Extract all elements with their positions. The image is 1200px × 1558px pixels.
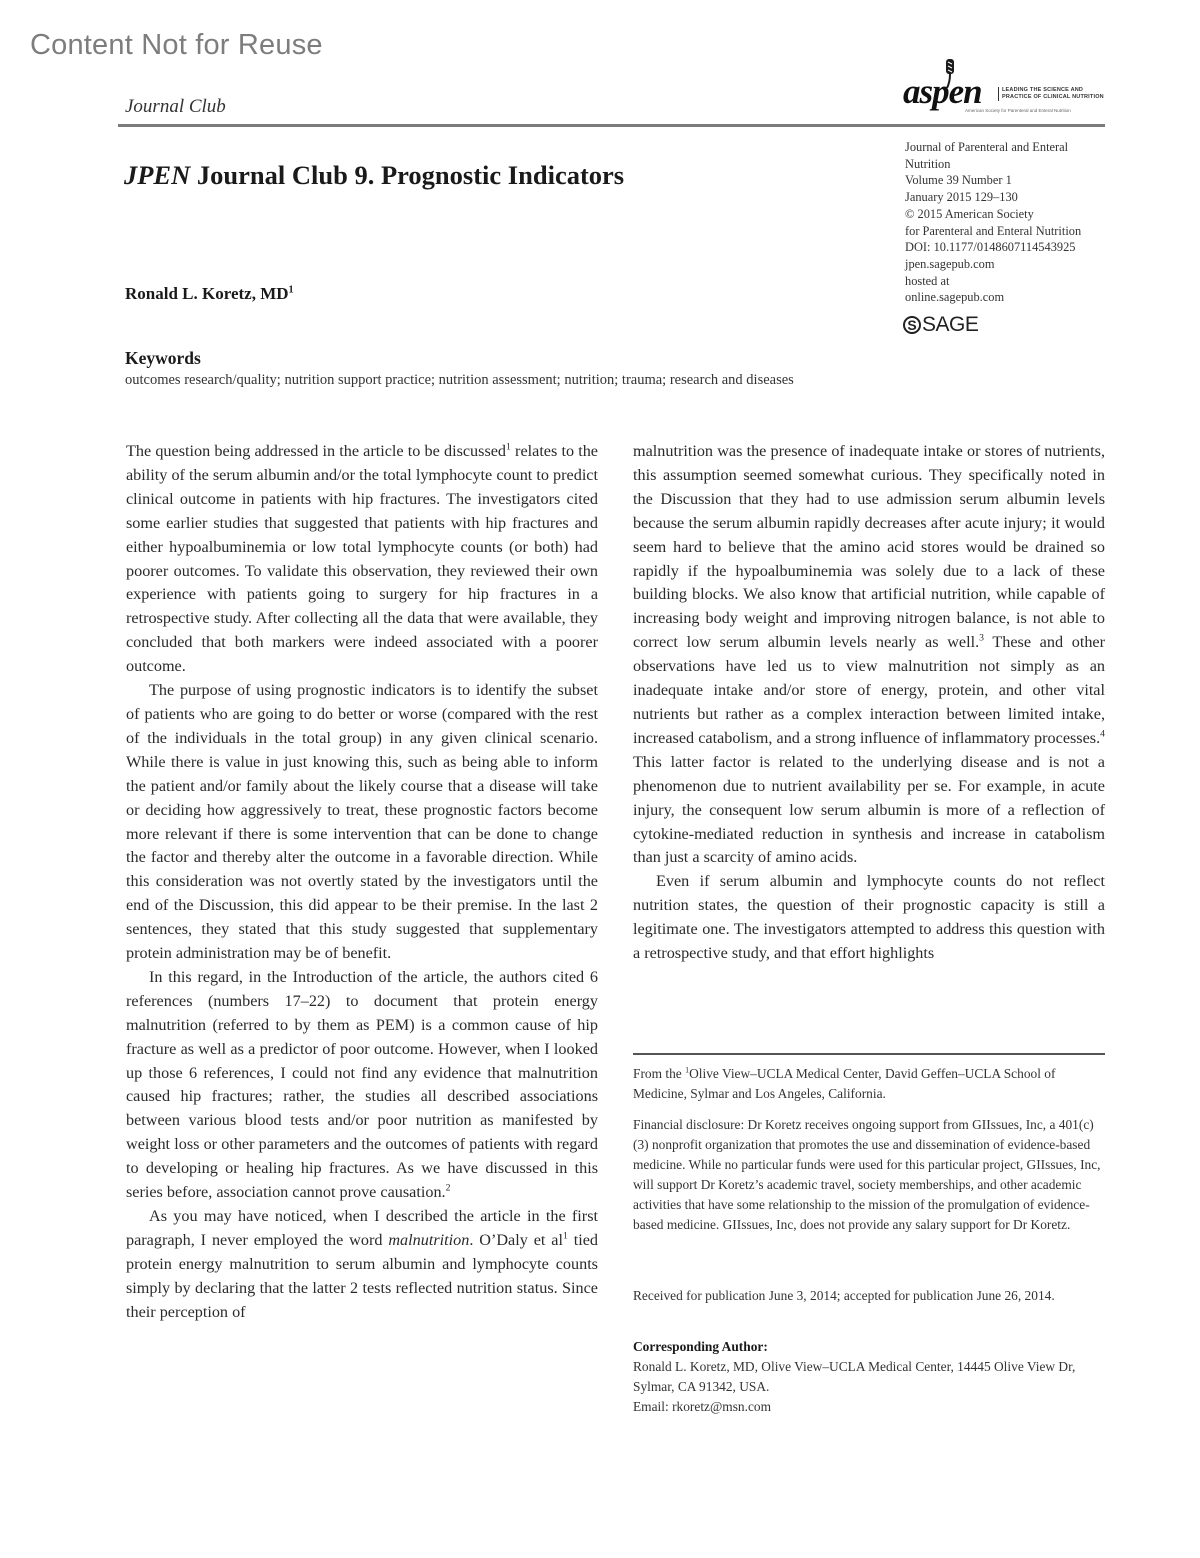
meta-line: Journal of Parenteral and Enteral [905,140,1069,154]
corresponding-address: Ronald L. Koretz, MD, Olive View–UCLA Medical Center, 14445 Olive View Dr, Sylmar, CA 91342, USA. [633,1359,1076,1394]
journal-url[interactable]: jpen.sagepub.com [905,256,995,271]
sage-logo [903,313,978,337]
aspen-tagline: LEADING THE SCIENCE AND PRACTICE OF CLINICAL NUTRITION [998,87,1104,101]
reference-link[interactable]: 1 [562,1230,568,1242]
affiliation-marker[interactable]: 1 [288,284,294,296]
aspen-wordmark: aspen [903,72,982,111]
author-name: Ronald L. Koretz, $MD^1$ [125,284,294,303]
reference-link[interactable]: 3 [979,632,984,644]
footnote-rule [633,1053,1105,1055]
keywords-list: outcomes research/quality; nutrition support practice; nutrition assessment; nutrition; trauma; research and diseases [125,372,794,388]
reference-link[interactable]: 4 [1100,728,1105,740]
publication-dates: Received for publication June 3, 2014; accepted for publication June 26, 2014. [633,1288,1055,1303]
body-column-right [633,440,1105,966]
meta-line: hosted at [905,273,950,288]
meta-line: Nutrition [905,156,951,171]
email-link[interactable]: rkoretz@msn.com [672,1399,772,1414]
paragraph: Even if serum albumin and lymphocyte counts do not reflect nutrition states, the question of their prognostic capacity is still a legitimate one. The investigators attempted to address this question with a retrospective study, and that effort highlights [633,872,1105,963]
keywords-heading: Keywords [125,348,201,368]
paragraph: The question being addressed in the article to be discussed$^1$ relates to the ability of the serum albumin and/or the total lymphocyte count to predict clinical outcome in patients with hip fractures. The investigators cited some earlier studies that suggested that patients with hip fractures and either hypoalbuminemia or low total lymphocyte counts (or both) had poorer outcomes. To validate this observation, they reviewed their own experience with patients going to surgery for hip fractures in a retrospective study. After collecting all the data that were available, they concluded that both markers were indeed associated with a poorer outcome. [126,441,598,676]
section-label: Journal Club [125,96,226,117]
paragraph: malnutrition was the presence of inadequate intake or stores of nutrients, this assumption seemed somewhat curious. They specifically noted in the Discussion that they had to use admission serum albumin levels because the serum albumin rapidly decreases after acute injury; it would seem hard to believe that the amino acid stores would be drained so rapidly if the hypoalbuminemia was solely due to a lack of these building blocks. We also know that artificial nutrition, while capable of increasing body weight and improving nitrogen balance, is not able to correct low serum albumin levels nearly as well.$^3$ These and other observations have led us to view malnutrition not simply as an inadequate intake and/or store of energy, protein, and other vital nutrients but rather as a complex interaction between limited intake, increased catabolism, and a strong influence of inflammatory processes.$^4$ This latter factor is related to the underlying disease and is not a phenomenon due to nutrient availability per se. For example, in acute injury, the consequent low serum albumin is more of a reflection of cytokine-mediated reduction in synthesis and increase in catabolism than just a scarcity of amino acids. [633,442,1105,867]
article-title: JPEN Journal Club 9. Prognostic Indicators [124,160,625,190]
journal-meta [905,139,1115,306]
meta-line: for Parenteral and Enteral Nutrition [905,223,1082,238]
watermark-text: Content Not for Reuse [30,29,323,61]
meta-line: © 2015 American Society [905,206,1034,221]
paragraph: As you may have noticed, when I described the article in the first paragraph, I never employed the word malnutrition. O’Daly et $al^1$ tied protein energy malnutrition to serum albumin and lymphocyte counts simply by declaring that the latter 2 tests reflected nutrition status. Since their perception of [126,1207,598,1321]
meta-line: Volume 39 Number 1 [905,173,1012,188]
aspen-subline: American Society for Parenteral and Enteral Nutrition [965,108,1071,113]
corresponding-author: Corresponding Author: Ronald L. Koretz, MD, Olive View–UCLA Medical Center, 14445 Olive View Dr, Sylmar, CA 91342, USA. Email: rkoretz@msn.com [633,1339,1076,1414]
body-column-left [126,440,598,1325]
corresponding-heading: Corresponding Author: [633,1339,768,1354]
paragraph: The purpose of using prognostic indicators is to identify the subset of patients who are going to do better or worse (compared with the rest of the individuals in the total group) in any given clinical scenario. While there is value in just knowing this, such as being able to inform the patient and/or family about the likely course that a disease will take or deciding how aggressively to treat, these prognostic factors become more relevant if there is some intervention that can be done to change the factor and thereby alter the outcome in a favorable direction. While this consideration was not overtly stated by the investigators until the end of the Discussion, this did appear to be their premise. In the last 2 sentences, they stated that this study suggested that supplementary protein administration may be of benefit. [126,681,598,963]
reference-link[interactable]: 1 [506,441,511,453]
reference-link[interactable]: 2 [445,1182,451,1194]
aspen-logo [903,58,1108,120]
hosted-url[interactable]: online.sagepub.com [905,290,1005,305]
affiliation-footnote: From the $^1$Olive View–UCLA Medical Center, David Geffen–UCLA School of Medicine, Sylmar and Los Angeles, California. [633,1065,1056,1101]
sage-s-icon: S [903,316,921,334]
doi: DOI: 10.1177/0148607114543925 [905,240,1076,255]
meta-line: January 2015 129–130 [905,190,1018,205]
header-rule [118,124,1105,127]
paragraph: In this regard, in the Introduction of the article, the authors cited 6 references (numbers 17–22) to document that protein energy malnutrition (referred to by them as PEM) is a common cause of hip fracture as well as a predictor of poor outcome. However, when I looked up those 6 references, I could not find any evidence that malnutrition caused hip fractures; rather, the studies all described associations between various blood tests and/or poor nutrition as manifested by weight loss or other parameters and the outcomes of patients with regard to developing or healing hip fractures. As we have discussed in this series before, association cannot prove causation.$^2$ [126,967,598,1202]
financial-disclosure: Financial disclosure: Dr Koretz receives ongoing support from GIIssues, Inc, a 401(c)(3) nonprofit organization that promotes the use and dissemination of evidence-based medicine. While no particular funds were used for this particular project, GIIssues, Inc, will support Dr Koretz’s academic travel, society memberships, and other academic activities that have some relationship to the mission of the promulgation of evidence-based medicine. GIIssues, Inc, does not provide any salary support for Dr Koretz. [633,1117,1101,1232]
sage-wordmark: SAGE [922,313,979,336]
